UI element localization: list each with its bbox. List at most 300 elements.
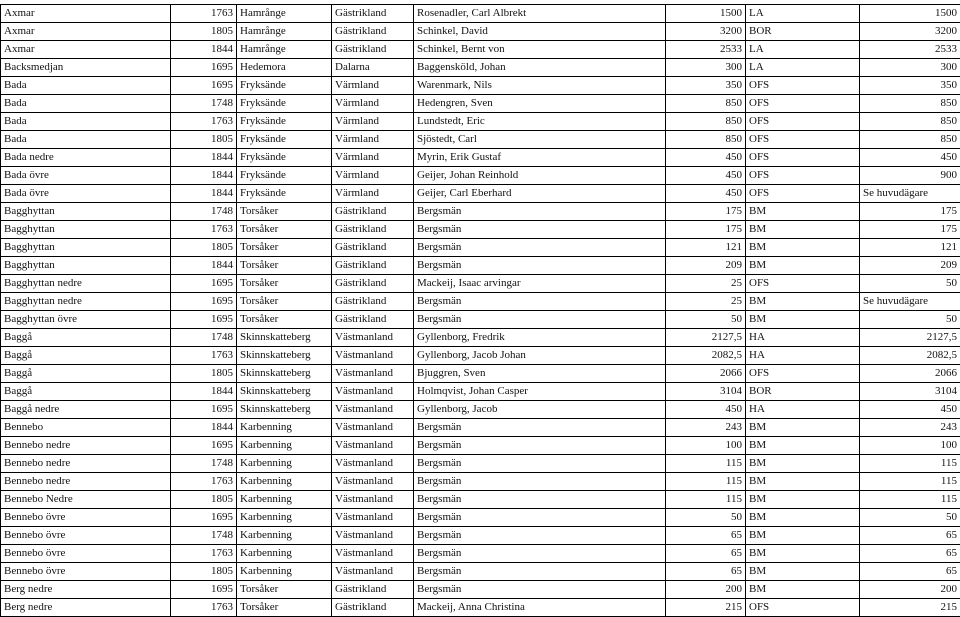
place-cell: Bagghyttan (1, 239, 171, 257)
category-cell: BM (746, 455, 860, 473)
amount-cell: 850 (666, 113, 746, 131)
parish-cell: Torsåker (237, 599, 332, 617)
total-cell: 115 (860, 473, 960, 491)
amount-cell: 450 (666, 167, 746, 185)
place-cell: Bagghyttan nedre (1, 275, 171, 293)
category-cell: OFS (746, 275, 860, 293)
category-cell: BM (746, 563, 860, 581)
total-cell: 200 (860, 581, 960, 599)
province-cell: Västmanland (332, 347, 414, 365)
year-cell: 1695 (171, 77, 237, 95)
amount-cell: 450 (666, 149, 746, 167)
place-cell: Baggå (1, 365, 171, 383)
total-cell: 100 (860, 437, 960, 455)
parish-cell: Fryksände (237, 131, 332, 149)
category-cell: BM (746, 293, 860, 311)
parish-cell: Fryksände (237, 185, 332, 203)
parish-cell: Skinnskatteberg (237, 365, 332, 383)
place-cell: Baggå (1, 329, 171, 347)
place-cell: Bada (1, 131, 171, 149)
amount-cell: 2082,5 (666, 347, 746, 365)
owner-cell: Schinkel, David (414, 23, 666, 41)
place-cell: Bagghyttan nedre (1, 293, 171, 311)
place-cell: Bagghyttan (1, 221, 171, 239)
province-cell: Västmanland (332, 401, 414, 419)
category-cell: OFS (746, 95, 860, 113)
amount-cell: 65 (666, 527, 746, 545)
province-cell: Västmanland (332, 437, 414, 455)
total-cell: 50 (860, 311, 960, 329)
owner-cell: Geijer, Carl Eberhard (414, 185, 666, 203)
owner-cell: Bergsmän (414, 473, 666, 491)
place-cell: Bada övre (1, 167, 171, 185)
amount-cell: 50 (666, 311, 746, 329)
amount-cell: 850 (666, 131, 746, 149)
year-cell: 1805 (171, 131, 237, 149)
category-cell: OFS (746, 77, 860, 95)
category-cell: OFS (746, 365, 860, 383)
place-cell: Baggå (1, 383, 171, 401)
owner-cell: Baggensköld, Johan (414, 59, 666, 77)
year-cell: 1763 (171, 221, 237, 239)
place-cell: Bennebo övre (1, 509, 171, 527)
parish-cell: Torsåker (237, 275, 332, 293)
amount-cell: 200 (666, 581, 746, 599)
category-cell: OFS (746, 113, 860, 131)
parish-cell: Torsåker (237, 239, 332, 257)
place-cell: Bagghyttan övre (1, 311, 171, 329)
category-cell: BM (746, 419, 860, 437)
owner-cell: Bergsmän (414, 563, 666, 581)
amount-cell: 850 (666, 95, 746, 113)
place-cell: Bennebo Nedre (1, 491, 171, 509)
year-cell: 1763 (171, 347, 237, 365)
year-cell: 1748 (171, 95, 237, 113)
amount-cell: 1500 (666, 5, 746, 23)
year-cell: 1748 (171, 329, 237, 347)
parish-cell: Karbenning (237, 473, 332, 491)
year-cell: 1805 (171, 23, 237, 41)
year-cell: 1763 (171, 599, 237, 617)
year-cell: 1695 (171, 581, 237, 599)
amount-cell: 115 (666, 491, 746, 509)
owner-cell: Gyllenborg, Jacob (414, 401, 666, 419)
place-cell: Bennebo (1, 419, 171, 437)
total-cell: 3104 (860, 383, 960, 401)
owner-cell: Geijer, Johan Reinhold (414, 167, 666, 185)
parish-cell: Skinnskatteberg (237, 347, 332, 365)
table-row (1, 545, 960, 563)
category-cell: OFS (746, 149, 860, 167)
parish-cell: Fryksände (237, 167, 332, 185)
total-cell: 115 (860, 491, 960, 509)
owner-cell: Bergsmän (414, 257, 666, 275)
total-cell: 65 (860, 545, 960, 563)
province-cell: Värmland (332, 131, 414, 149)
total-cell: 175 (860, 203, 960, 221)
place-cell: Bada övre (1, 185, 171, 203)
parish-cell: Fryksände (237, 113, 332, 131)
province-cell: Värmland (332, 149, 414, 167)
amount-cell: 121 (666, 239, 746, 257)
category-cell: BM (746, 311, 860, 329)
parish-cell: Torsåker (237, 257, 332, 275)
province-cell: Dalarna (332, 59, 414, 77)
owner-cell: Bergsmän (414, 581, 666, 599)
table-row (1, 239, 960, 257)
category-cell: LA (746, 59, 860, 77)
total-cell: 450 (860, 401, 960, 419)
parish-cell: Hamrånge (237, 23, 332, 41)
year-cell: 1844 (171, 383, 237, 401)
amount-cell: 300 (666, 59, 746, 77)
parish-cell: Hamrånge (237, 41, 332, 59)
owner-cell: Bergsmän (414, 419, 666, 437)
province-cell: Värmland (332, 77, 414, 95)
parish-cell: Skinnskatteberg (237, 401, 332, 419)
parish-cell: Karbenning (237, 491, 332, 509)
total-cell: 3200 (860, 23, 960, 41)
table-row (1, 221, 960, 239)
parish-cell: Torsåker (237, 293, 332, 311)
total-cell: 121 (860, 239, 960, 257)
province-cell: Gästrikland (332, 41, 414, 59)
amount-cell: 50 (666, 509, 746, 527)
total-cell: 2127,5 (860, 329, 960, 347)
province-cell: Gästrikland (332, 221, 414, 239)
total-cell: 2082,5 (860, 347, 960, 365)
owner-cell: Myrin, Erik Gustaf (414, 149, 666, 167)
parish-cell: Hedemora (237, 59, 332, 77)
year-cell: 1805 (171, 563, 237, 581)
parish-cell: Torsåker (237, 221, 332, 239)
category-cell: BM (746, 527, 860, 545)
year-cell: 1844 (171, 185, 237, 203)
category-cell: HA (746, 401, 860, 419)
place-cell: Bada (1, 113, 171, 131)
amount-cell: 175 (666, 221, 746, 239)
parish-cell: Karbenning (237, 545, 332, 563)
owner-cell: Sjöstedt, Carl (414, 131, 666, 149)
place-cell: Berg nedre (1, 599, 171, 617)
place-cell: Bada nedre (1, 149, 171, 167)
year-cell: 1805 (171, 365, 237, 383)
amount-cell: 115 (666, 473, 746, 491)
parish-cell: Karbenning (237, 527, 332, 545)
table-row (1, 455, 960, 473)
province-cell: Gästrikland (332, 203, 414, 221)
parish-cell: Torsåker (237, 581, 332, 599)
category-cell: BOR (746, 383, 860, 401)
total-cell: 300 (860, 59, 960, 77)
category-cell: BOR (746, 23, 860, 41)
total-cell: Se huvudägare (860, 185, 960, 203)
place-cell: Bennebo nedre (1, 473, 171, 491)
province-cell: Gästrikland (332, 23, 414, 41)
table-row (1, 203, 960, 221)
year-cell: 1763 (171, 545, 237, 563)
province-cell: Gästrikland (332, 599, 414, 617)
place-cell: Axmar (1, 23, 171, 41)
owner-cell: Bergsmän (414, 491, 666, 509)
data-table (0, 4, 960, 617)
category-cell: HA (746, 347, 860, 365)
owner-cell: Bergsmän (414, 545, 666, 563)
place-cell: Backsmedjan (1, 59, 171, 77)
parish-cell: Karbenning (237, 455, 332, 473)
year-cell: 1805 (171, 239, 237, 257)
parish-cell: Torsåker (237, 203, 332, 221)
province-cell: Västmanland (332, 383, 414, 401)
owner-cell: Mackeij, Anna Christina (414, 599, 666, 617)
place-cell: Bada (1, 77, 171, 95)
total-cell: 215 (860, 599, 960, 617)
province-cell: Värmland (332, 95, 414, 113)
year-cell: 1844 (171, 167, 237, 185)
amount-cell: 450 (666, 401, 746, 419)
year-cell: 1695 (171, 437, 237, 455)
province-cell: Gästrikland (332, 275, 414, 293)
owner-cell: Schinkel, Bernt von (414, 41, 666, 59)
province-cell: Västmanland (332, 491, 414, 509)
province-cell: Västmanland (332, 473, 414, 491)
amount-cell: 215 (666, 599, 746, 617)
owner-cell: Bergsmän (414, 293, 666, 311)
province-cell: Gästrikland (332, 581, 414, 599)
year-cell: 1748 (171, 527, 237, 545)
total-cell: 50 (860, 509, 960, 527)
province-cell: Värmland (332, 113, 414, 131)
province-cell: Västmanland (332, 509, 414, 527)
table-row (1, 131, 960, 149)
amount-cell: 243 (666, 419, 746, 437)
province-cell: Gästrikland (332, 239, 414, 257)
place-cell: Baggå nedre (1, 401, 171, 419)
total-cell: 243 (860, 419, 960, 437)
owner-cell: Gyllenborg, Jacob Johan (414, 347, 666, 365)
total-cell: 450 (860, 149, 960, 167)
table-row (1, 365, 960, 383)
table-row (1, 347, 960, 365)
table-row (1, 23, 960, 41)
category-cell: BM (746, 257, 860, 275)
table-row (1, 527, 960, 545)
place-cell: Bagghyttan (1, 203, 171, 221)
table-row (1, 329, 960, 347)
province-cell: Gästrikland (332, 293, 414, 311)
total-cell: 115 (860, 455, 960, 473)
total-cell: 900 (860, 167, 960, 185)
province-cell: Västmanland (332, 563, 414, 581)
place-cell: Bennebo nedre (1, 455, 171, 473)
parish-cell: Fryksände (237, 95, 332, 113)
parish-cell: Fryksände (237, 77, 332, 95)
category-cell: BM (746, 203, 860, 221)
table-row (1, 113, 960, 131)
total-cell: 50 (860, 275, 960, 293)
amount-cell: 209 (666, 257, 746, 275)
table-row (1, 563, 960, 581)
category-cell: BM (746, 437, 860, 455)
table-row (1, 77, 960, 95)
amount-cell: 2066 (666, 365, 746, 383)
parish-cell: Hamrånge (237, 5, 332, 23)
table-row (1, 311, 960, 329)
place-cell: Baggå (1, 347, 171, 365)
table-row (1, 257, 960, 275)
amount-cell: 100 (666, 437, 746, 455)
parish-cell: Skinnskatteberg (237, 383, 332, 401)
year-cell: 1748 (171, 455, 237, 473)
owner-cell: Bergsmän (414, 239, 666, 257)
table-row (1, 185, 960, 203)
province-cell: Västmanland (332, 527, 414, 545)
owner-cell: Bergsmän (414, 509, 666, 527)
owner-cell: Bergsmän (414, 527, 666, 545)
place-cell: Bennebo nedre (1, 437, 171, 455)
parish-cell: Fryksände (237, 149, 332, 167)
table-row (1, 149, 960, 167)
amount-cell: 3104 (666, 383, 746, 401)
total-cell: 350 (860, 77, 960, 95)
parish-cell: Torsåker (237, 311, 332, 329)
total-cell: 2066 (860, 365, 960, 383)
place-cell: Bennebo övre (1, 527, 171, 545)
table-row (1, 293, 960, 311)
owner-cell: Lundstedt, Eric (414, 113, 666, 131)
category-cell: BM (746, 473, 860, 491)
province-cell: Västmanland (332, 419, 414, 437)
total-cell: 2533 (860, 41, 960, 59)
table-row (1, 599, 960, 617)
owner-cell: Holmqvist, Johan Casper (414, 383, 666, 401)
owner-cell: Bergsmän (414, 203, 666, 221)
category-cell: OFS (746, 131, 860, 149)
year-cell: 1748 (171, 203, 237, 221)
owner-cell: Bergsmän (414, 437, 666, 455)
total-cell: 850 (860, 131, 960, 149)
category-cell: BM (746, 509, 860, 527)
owner-cell: Rosenadler, Carl Albrekt (414, 5, 666, 23)
table-row (1, 59, 960, 77)
owner-cell: Mackeij, Isaac arvingar (414, 275, 666, 293)
category-cell: OFS (746, 599, 860, 617)
table-body (1, 5, 960, 617)
category-cell: LA (746, 41, 860, 59)
year-cell: 1695 (171, 59, 237, 77)
owner-cell: Bergsmän (414, 221, 666, 239)
place-cell: Bennebo övre (1, 545, 171, 563)
total-cell: 65 (860, 563, 960, 581)
table-row (1, 419, 960, 437)
category-cell: BM (746, 221, 860, 239)
owner-cell: Bergsmän (414, 455, 666, 473)
province-cell: Värmland (332, 167, 414, 185)
table-row (1, 401, 960, 419)
table-row (1, 275, 960, 293)
table-row (1, 383, 960, 401)
parish-cell: Karbenning (237, 419, 332, 437)
category-cell: BM (746, 545, 860, 563)
table-row (1, 581, 960, 599)
owner-cell: Bjuggren, Sven (414, 365, 666, 383)
place-cell: Bagghyttan (1, 257, 171, 275)
category-cell: HA (746, 329, 860, 347)
place-cell: Berg nedre (1, 581, 171, 599)
parish-cell: Karbenning (237, 437, 332, 455)
owner-cell: Hedengren, Sven (414, 95, 666, 113)
parish-cell: Karbenning (237, 509, 332, 527)
province-cell: Västmanland (332, 455, 414, 473)
year-cell: 1763 (171, 473, 237, 491)
table-row (1, 473, 960, 491)
total-cell: 1500 (860, 5, 960, 23)
year-cell: 1695 (171, 401, 237, 419)
province-cell: Västmanland (332, 545, 414, 563)
year-cell: 1695 (171, 293, 237, 311)
parish-cell: Skinnskatteberg (237, 329, 332, 347)
place-cell: Axmar (1, 5, 171, 23)
owner-cell: Warenmark, Nils (414, 77, 666, 95)
amount-cell: 115 (666, 455, 746, 473)
province-cell: Västmanland (332, 329, 414, 347)
table-row (1, 491, 960, 509)
table-row (1, 95, 960, 113)
category-cell: BM (746, 491, 860, 509)
year-cell: 1844 (171, 149, 237, 167)
province-cell: Gästrikland (332, 5, 414, 23)
year-cell: 1763 (171, 113, 237, 131)
amount-cell: 350 (666, 77, 746, 95)
category-cell: BM (746, 239, 860, 257)
amount-cell: 2127,5 (666, 329, 746, 347)
year-cell: 1844 (171, 41, 237, 59)
year-cell: 1844 (171, 257, 237, 275)
table-row (1, 437, 960, 455)
total-cell: 850 (860, 95, 960, 113)
table-row (1, 509, 960, 527)
total-cell: 175 (860, 221, 960, 239)
amount-cell: 25 (666, 275, 746, 293)
place-cell: Bada (1, 95, 171, 113)
amount-cell: 175 (666, 203, 746, 221)
province-cell: Värmland (332, 185, 414, 203)
category-cell: OFS (746, 185, 860, 203)
owner-cell: Bergsmän (414, 311, 666, 329)
total-cell: 209 (860, 257, 960, 275)
category-cell: BM (746, 581, 860, 599)
year-cell: 1805 (171, 491, 237, 509)
amount-cell: 65 (666, 545, 746, 563)
place-cell: Bennebo övre (1, 563, 171, 581)
year-cell: 1844 (171, 419, 237, 437)
owner-cell: Gyllenborg, Fredrik (414, 329, 666, 347)
amount-cell: 65 (666, 563, 746, 581)
year-cell: 1695 (171, 275, 237, 293)
category-cell: LA (746, 5, 860, 23)
place-cell: Axmar (1, 41, 171, 59)
total-cell: 850 (860, 113, 960, 131)
province-cell: Gästrikland (332, 311, 414, 329)
table-row (1, 167, 960, 185)
amount-cell: 25 (666, 293, 746, 311)
province-cell: Västmanland (332, 365, 414, 383)
category-cell: OFS (746, 167, 860, 185)
amount-cell: 450 (666, 185, 746, 203)
year-cell: 1695 (171, 509, 237, 527)
table-row (1, 5, 960, 23)
table-row (1, 41, 960, 59)
